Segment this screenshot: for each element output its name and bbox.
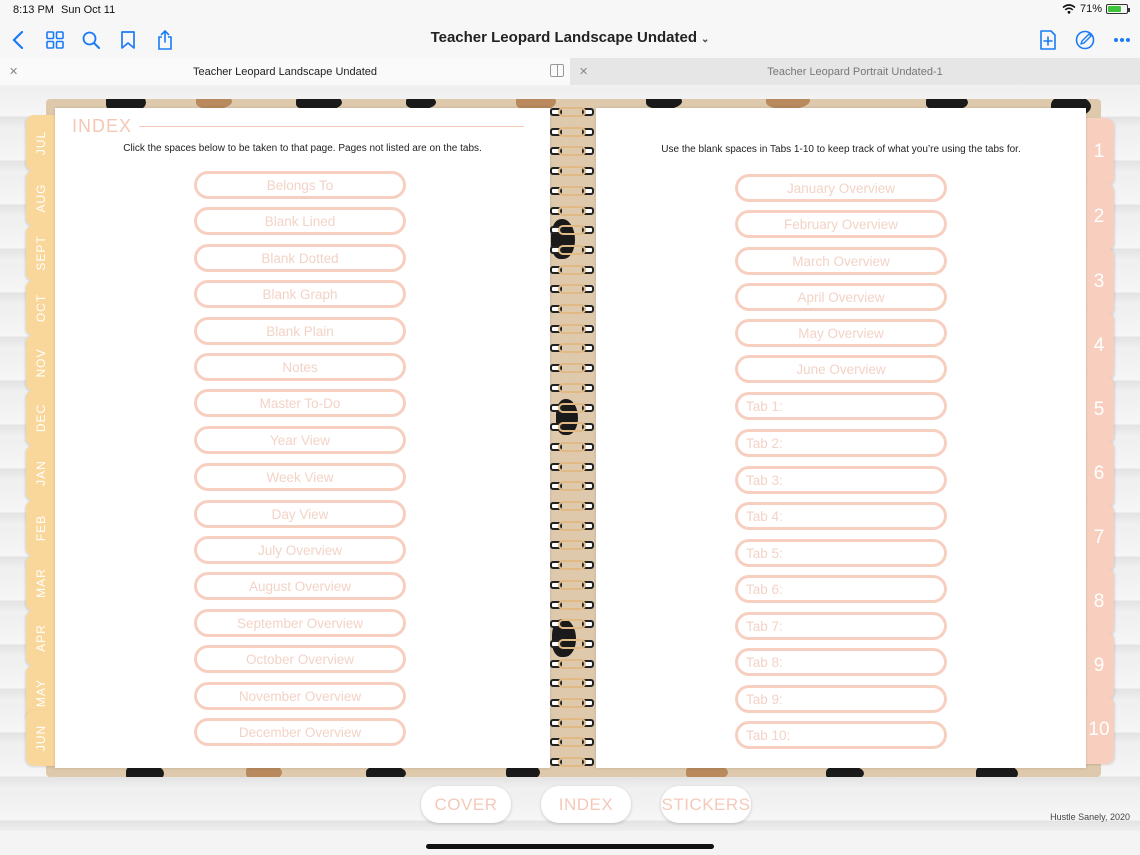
number-tab-label: 2 <box>1093 206 1105 227</box>
spiral-ring <box>549 657 595 671</box>
month-tab-apr[interactable] <box>26 610 56 666</box>
month-tab-feb[interactable] <box>26 500 56 556</box>
index-link[interactable]: Master To-Do <box>194 389 406 417</box>
index-link[interactable]: Blank Dotted <box>194 244 406 272</box>
month-tab-label: SEPT <box>34 235 48 271</box>
month-tab-mar[interactable] <box>26 555 56 611</box>
spiral-ring <box>549 282 595 296</box>
spiral-ring <box>549 716 595 730</box>
index-link[interactable]: March Overview <box>735 247 947 275</box>
number-tab-2[interactable] <box>1084 183 1114 251</box>
month-tab-label: FEB <box>34 514 48 542</box>
index-link[interactable]: Notes <box>194 353 406 381</box>
chevron-down-icon: ⌄ <box>701 34 710 45</box>
spiral-ring <box>549 263 595 277</box>
battery-percent: 71% <box>1079 3 1102 15</box>
index-link[interactable]: Blank Graph <box>194 280 406 308</box>
index-page <box>55 108 550 768</box>
spiral-ring <box>549 184 595 198</box>
number-tab-label: 4 <box>1093 335 1105 356</box>
stickers-button[interactable]: STICKERS <box>661 786 751 823</box>
bottom-strip <box>0 831 1140 855</box>
tab-landscape[interactable] <box>0 58 570 85</box>
tab-label: Teacher Leopard Landscape Undated <box>192 65 378 78</box>
tab-name-field[interactable]: Tab 1: <box>735 392 947 420</box>
spiral-ring <box>549 420 595 434</box>
document-title-text: Teacher Leopard Landscape Undated <box>430 29 698 46</box>
add-page-icon <box>1039 30 1057 50</box>
credit-text: Hustle Sanely, 2020 <box>1050 812 1130 822</box>
number-tab-label: 3 <box>1093 271 1105 292</box>
title-divider <box>139 126 524 127</box>
number-tab-4[interactable] <box>1084 312 1114 380</box>
index-instruction: Click the spaces below to be taken to that page. Pages not listed are on the tabs. <box>123 143 482 154</box>
month-tab-dec[interactable] <box>26 390 56 446</box>
split-view-icon[interactable] <box>550 64 564 77</box>
index-link[interactable]: November Overview <box>194 682 406 710</box>
index-button[interactable]: INDEX <box>541 786 631 823</box>
pen-circle-icon <box>1075 30 1095 50</box>
more-icon <box>1113 37 1131 43</box>
spiral-ring <box>549 578 595 592</box>
toolbar <box>0 20 1140 58</box>
month-tab-jul[interactable] <box>26 115 56 171</box>
wifi-icon <box>1062 4 1076 14</box>
number-tab-1[interactable] <box>1084 118 1114 186</box>
tab-name-field[interactable]: Tab 10: <box>735 721 947 749</box>
month-tab-label: DEC <box>34 403 48 433</box>
tab-name-field[interactable]: Tab 2: <box>735 429 947 457</box>
tab-portrait[interactable] <box>570 58 1140 85</box>
tab-name-field[interactable]: Tab 5: <box>735 539 947 567</box>
month-tab-label: APR <box>34 624 48 652</box>
tab-name-field[interactable]: Tab 7: <box>735 612 947 640</box>
spiral-ring <box>549 735 595 749</box>
tab-name-field[interactable]: Tab 4: <box>735 502 947 530</box>
month-tab-oct[interactable] <box>26 280 56 336</box>
month-tab-label: MAY <box>34 678 48 708</box>
status-right <box>1062 3 1128 15</box>
index-link[interactable]: February Overview <box>735 210 947 238</box>
spiral-ring <box>549 558 595 572</box>
close-icon[interactable]: ✕ <box>9 66 19 78</box>
close-icon[interactable]: ✕ <box>579 66 589 78</box>
month-tab-jun[interactable] <box>26 710 56 766</box>
status-bar <box>0 0 1140 20</box>
tab-name-field[interactable]: Tab 8: <box>735 648 947 676</box>
number-tab-10[interactable] <box>1084 696 1114 764</box>
index-link[interactable]: Day View <box>194 500 406 528</box>
index-link[interactable]: Year View <box>194 426 406 454</box>
spiral-ring <box>549 204 595 218</box>
cover-button[interactable]: COVER <box>421 786 511 823</box>
month-tab-label: JUN <box>34 724 48 752</box>
spiral-ring <box>549 519 595 533</box>
spiral-ring <box>549 598 595 612</box>
spiral-ring <box>549 164 595 178</box>
spiral-ring <box>549 676 595 690</box>
spiral-ring <box>549 460 595 474</box>
index-link[interactable]: June Overview <box>735 355 947 383</box>
spiral-ring <box>549 755 595 769</box>
status-date: Sun Oct 11 <box>61 4 116 16</box>
spiral-ring <box>549 538 595 552</box>
month-tab-label: AUG <box>34 183 48 213</box>
spiral-ring <box>549 696 595 710</box>
index-link[interactable]: Week View <box>194 463 406 491</box>
month-tab-aug[interactable] <box>26 170 56 226</box>
index-link[interactable]: December Overview <box>194 718 406 746</box>
number-tab-9[interactable] <box>1084 632 1114 700</box>
spiral-binding <box>549 103 595 773</box>
index-link[interactable]: September Overview <box>194 609 406 637</box>
spiral-ring <box>549 322 595 336</box>
number-tab-3[interactable] <box>1084 248 1114 316</box>
spiral-ring <box>549 381 595 395</box>
home-indicator[interactable] <box>426 844 714 849</box>
number-tab-label: 6 <box>1093 463 1105 484</box>
index-link[interactable]: October Overview <box>194 645 406 673</box>
spiral-ring <box>549 401 595 415</box>
status-time: 8:13 PM <box>13 4 54 16</box>
month-tab-label: MAR <box>34 568 48 598</box>
number-tab-label: 8 <box>1093 591 1105 612</box>
month-tab-label: JAN <box>34 460 48 486</box>
spiral-ring <box>549 440 595 454</box>
number-tab-8[interactable] <box>1084 568 1114 636</box>
spiral-ring <box>549 499 595 513</box>
index-link[interactable]: April Overview <box>735 283 947 311</box>
tabs-page <box>596 108 1086 768</box>
number-tab-7[interactable] <box>1084 504 1114 572</box>
index-link[interactable]: July Overview <box>194 536 406 564</box>
spiral-ring <box>549 361 595 375</box>
spiral-ring <box>549 617 595 631</box>
document-tabs <box>0 58 1140 85</box>
tab-label: Teacher Leopard Portrait Undated-1 <box>767 65 943 78</box>
tab-name-field[interactable]: Tab 3: <box>735 466 947 494</box>
spiral-ring <box>549 144 595 158</box>
spiral-ring <box>549 223 595 237</box>
index-link[interactable]: August Overview <box>194 572 406 600</box>
number-tab-label: 9 <box>1093 655 1105 676</box>
tab-name-field[interactable]: Tab 6: <box>735 575 947 603</box>
number-tab-6[interactable] <box>1084 440 1114 508</box>
number-tab-label: 1 <box>1093 141 1105 162</box>
number-tab-5[interactable] <box>1084 376 1114 444</box>
month-tab-nov[interactable] <box>26 335 56 391</box>
index-link[interactable]: Belongs To <box>194 171 406 199</box>
page-title: INDEX <box>72 116 133 136</box>
spiral-ring <box>549 302 595 316</box>
index-link[interactable]: Blank Lined <box>194 207 406 235</box>
tabs-instruction: Use the blank spaces in Tabs 1-10 to keep track of what you’re using the tabs for. <box>661 144 1021 155</box>
tab-name-field[interactable]: Tab 9: <box>735 685 947 713</box>
spiral-ring <box>549 105 595 119</box>
spiral-ring <box>549 479 595 493</box>
spiral-ring <box>549 243 595 257</box>
index-link[interactable]: May Overview <box>735 319 947 347</box>
month-tab-label: JUL <box>34 130 48 156</box>
add-page-button[interactable] <box>1036 28 1060 52</box>
document-title[interactable] <box>0 29 1140 46</box>
spiral-ring <box>549 125 595 139</box>
month-tab-label: OCT <box>34 293 48 323</box>
month-tab-sept[interactable] <box>26 225 56 281</box>
battery-icon <box>1106 4 1128 14</box>
more-button[interactable] <box>1110 28 1134 52</box>
number-tab-label: 10 <box>1088 719 1110 740</box>
month-tab-jan[interactable] <box>26 445 56 501</box>
month-tab-label: NOV <box>34 348 48 378</box>
index-link[interactable]: Blank Plain <box>194 317 406 345</box>
index-link[interactable]: January Overview <box>735 174 947 202</box>
number-tab-label: 5 <box>1093 399 1105 420</box>
number-tab-label: 7 <box>1093 527 1105 548</box>
spiral-ring <box>549 341 595 355</box>
spiral-ring <box>549 637 595 651</box>
markup-button[interactable] <box>1073 28 1097 52</box>
